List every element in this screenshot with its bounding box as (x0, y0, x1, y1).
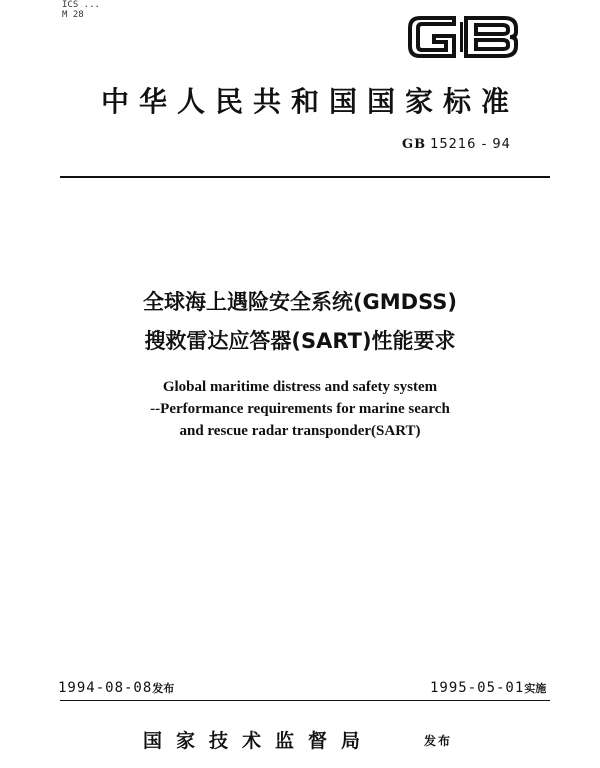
english-title-line-2: --Performance requirements for marine search (150, 401, 450, 417)
issue-label: 发布 (152, 682, 175, 695)
issue-date-value: 1994-08-08 (58, 680, 153, 696)
footer-divider (60, 700, 550, 701)
issue-date (58, 680, 174, 696)
corner-line-1: ICS ... (62, 0, 100, 10)
publish-label: 发布 (424, 734, 453, 748)
chinese-title-line-2: 搜救雷达应答器(SART)性能要求 (144, 329, 456, 353)
effective-label: 实施 (524, 682, 547, 695)
corner-classification (62, 0, 100, 20)
english-title-line-1: Global maritime distress and safety system (162, 379, 438, 395)
national-standard-heading: 中华人民共和国国家标准 (100, 85, 519, 118)
chinese-title-line-1: 全球海上遇险安全系统(GMDSS) (142, 290, 458, 314)
effective-date (430, 680, 546, 696)
effective-date-value: 1995-05-01 (430, 680, 525, 696)
english-title-line-3: and rescue radar transponder(SART) (179, 423, 421, 439)
corner-line-2: M 28 (62, 10, 84, 20)
header-divider (60, 176, 550, 178)
standard-number (402, 137, 511, 152)
standard-prefix: GB (402, 137, 427, 152)
standard-code: 15216 - 94 (430, 137, 511, 152)
gb-logo (404, 12, 522, 62)
publisher-name: 国家技术监督局 (143, 730, 375, 752)
